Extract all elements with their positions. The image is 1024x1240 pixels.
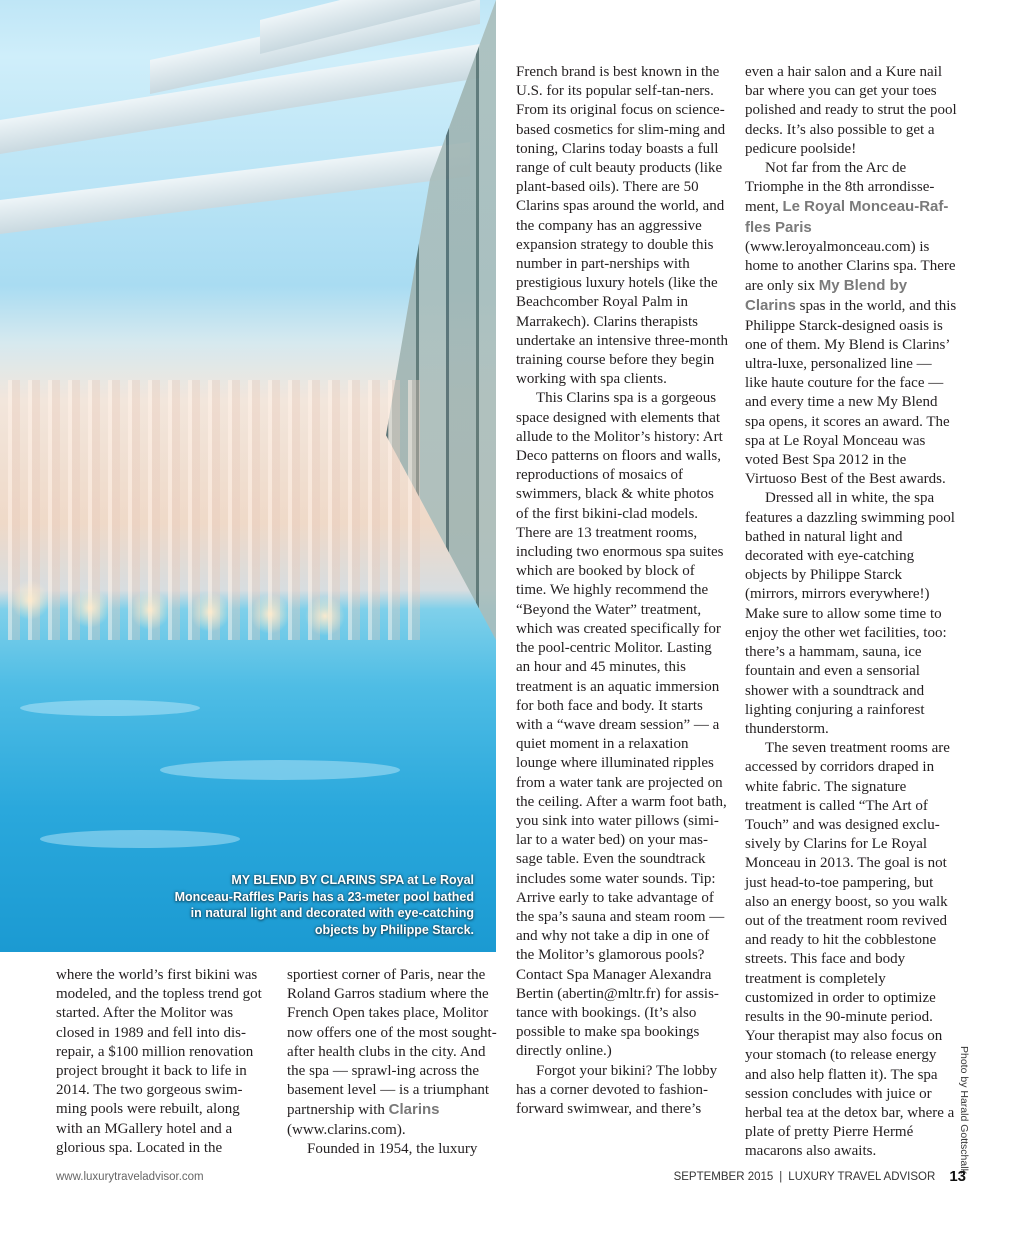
issue-date: SEPTEMBER 2015 (673, 1170, 774, 1183)
water-ripple (20, 700, 200, 716)
light-glow (10, 580, 50, 620)
page-number: 13 (949, 1168, 966, 1185)
light-glow (70, 588, 110, 628)
magazine-name: LUXURY TRAVEL ADVISOR (788, 1170, 936, 1183)
paragraph-text: (www.clarins.com). (287, 1121, 406, 1138)
footer-folio (674, 1168, 966, 1185)
article-column-4 (745, 63, 957, 1162)
brand-name: Clarins (388, 1101, 440, 1119)
paragraph: The seven treatment rooms are accessed by corridors draped in white fabric. The signature treatment is called “The Art of Touch” and was designed exclu-sively by Clarins for Le Royal Monceau in 2013. The goal is not just head-to-toe pampering, but also an energy boost, so you walk out of the treatment room revived and ready to hit the cobblestone streets. This face and body treatment is completely customized in order to optimize results in the 90-minute period. Your therapist may also focus on your stomach (to release energy and also help flatten it). The spa session concludes with juice or herbal tea at the detox bar, where a plate of pretty Pierre Hermé macarons also awaits. (745, 740, 955, 1160)
paragraph: Dressed all in white, the spa features a dazzling swimming pool bathed in natural light and decorated with eye-catching objects by Philippe Starck (mirrors, mirrors everywhere!) Make sure to allow some time to enjoy the other wet facilities, too: there’s a hammam, sauna, ice fountain and even a sensorial shower with a soundtrack and lighting conjuring a rainforest thunderstorm. (745, 490, 955, 737)
paragraph-text: sportiest corner of Paris, near the Roland Garros stadium where the French Open takes place, Molitor now offers one of the most sought-after health clubs in the city. And the spa — sprawl-ing across the basement level — is a triumphant partnership with (287, 967, 497, 1119)
paragraph-text: Not far from the Arc de Triomphe in the 8th arrondisse-ment, (745, 160, 935, 216)
light-glow (250, 594, 290, 634)
paragraph: French brand is best known in the U.S. for its popular self-tan-ners. From its original focus on science-based cosmetics for slim-ming and toning, Clarins today boasts a full range of cult beauty products (like plant-based oils). There are 50 Clarins spas around the world, and the company has an aggressive expansion strategy to double this number in part-nerships with prestigious luxury hotels (like the Beachcomber Royal Palm in Marrakech). Clarins therapists undertake an intensive three-month training course before they begin working with spa clients. (516, 64, 729, 388)
footer-url: www.luxurytraveladvisor.com (56, 1171, 204, 1183)
light-glow (305, 596, 345, 636)
light-glow (190, 592, 230, 632)
article-column-2 (287, 966, 497, 1159)
paragraph (287, 966, 497, 1140)
paragraph: This Clarins spa is a gorgeous space designed with elements that allude to the Molitor’s history: Art Deco patterns on floors and walls, reproductions of mosaics of swimmers, black & white photos of the first bikini-clad models. There are 13 treatment rooms, including two enormous spa suites which are booked by block of time. We highly recommend the “Beyond the Water” treatment, which was created specifically for the pool-centric Molitor. Lasting an hour and 45 minutes, this treatment is an aquatic immersion for both face and body. It starts with a “wave dream session” — a quiet moment in a relaxation lounge where illuminated ripples from a water tank are projected on the ceiling. After a warm foot bath, you sink into water pillows (simi-lar to a water bed) on your mas-sage table. Even the soundtrack includes some water sounds. Tip: Arrive early to take advantage of the spa’s sauna and steam room — and why not take a dip in one of the Molitor’s glamorous pools? Contact Spa Manager Alexandra Bertin (abertin@mltr.fr) for assis-tance with bookings. (It’s also possible to make spa bookings directly online.) (516, 390, 727, 1060)
article-column-1 (56, 966, 268, 1158)
brand-name: My Blend by Clarins (745, 277, 908, 315)
caption-text: at Le Royal Monceau-Raffles Paris has a 23-meter pool bathed in natural light and decorated with eye-catching objects by Philippe Starck. (174, 873, 474, 937)
water-ripple (40, 830, 240, 848)
paragraph-text: (www.leroyalmonceau.com) is home to another Clarins spa. There are only six (745, 238, 956, 295)
article-column-3 (516, 63, 728, 1119)
paragraph: Forgot your bikini? The lobby has a corner devoted to fashion-forward swimwear, and there’s (516, 1062, 718, 1117)
paragraph-text: spas in the world, and this Philippe Starck-designed oasis is one of them. My Blend is Clarins’ ultra-luxe, personalized line — like haute couture for the face — and every time a new My Blend spa opens, it scores an award. The spa at Le Royal Monceau was voted Best Spa 2012 in the Virtuoso Best of the Best awards. (745, 298, 957, 488)
paragraph: Founded in 1954, the luxury (307, 1140, 478, 1157)
caption-highlight: MY BLEND BY CLARINS SPA (231, 873, 404, 887)
photo-credit: Photo by Harald Gottschalk (958, 1046, 970, 1174)
water-ripple (160, 760, 400, 780)
paragraph: even a hair salon and a Kure nail bar where you can get your toes polished and ready to strut the pool decks. It’s also possible to get a pedicure poolside! (745, 64, 957, 157)
photo-caption (174, 872, 474, 938)
paragraph: where the world’s first bikini was modeled, and the topless trend got started. After the Molitor was closed in 1989 and fell into dis-repair, a $100 million renovation project brought it back to life in 2014. The two gorgeous swim-ming pools were rebuilt, along with an MGallery hotel and a glorious spa. Located in the (56, 967, 262, 1156)
brand-name: Le Royal Monceau-Raf-fles Paris (745, 198, 949, 236)
light-glow (130, 590, 170, 630)
paragraph (745, 159, 957, 489)
folio-separator: | (779, 1170, 783, 1183)
pool-photo (0, 0, 496, 952)
ceiling-beam (0, 142, 470, 234)
